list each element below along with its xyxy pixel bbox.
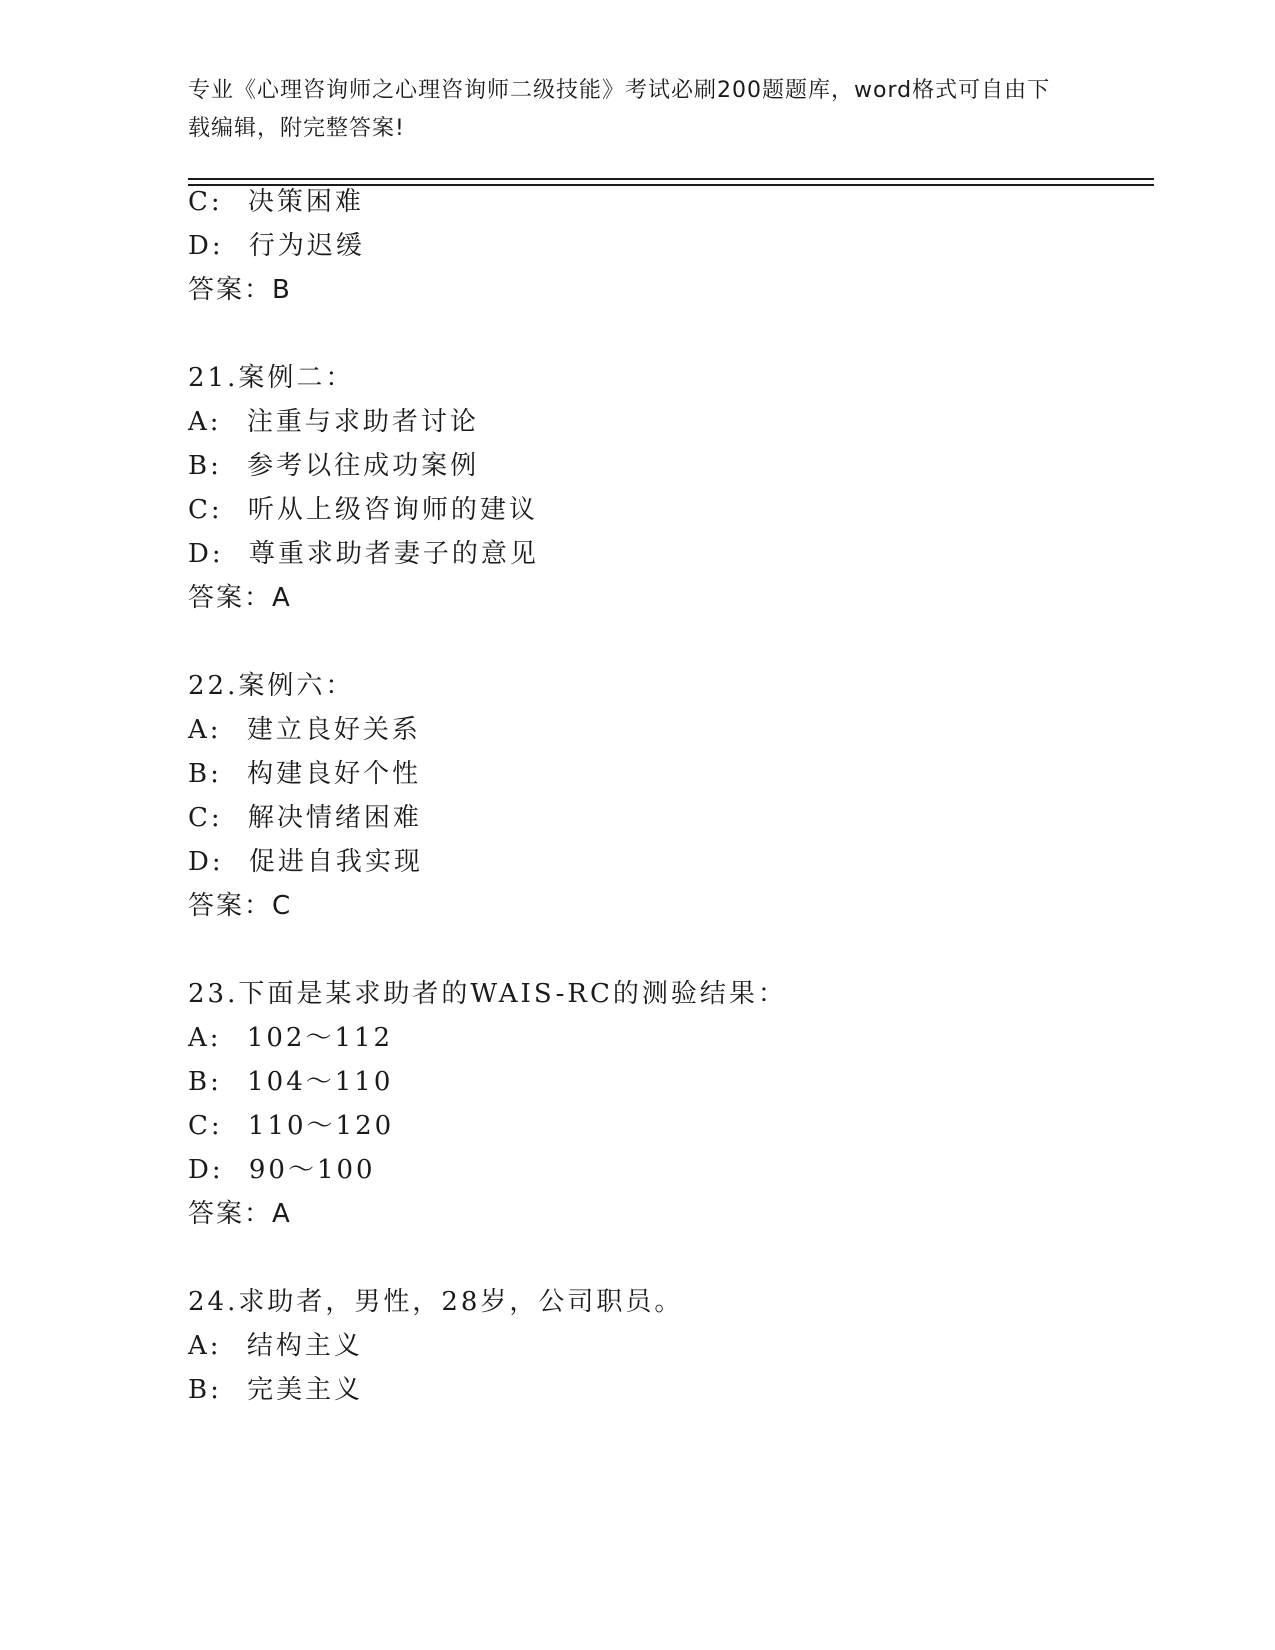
answer-line: 答案：C — [188, 891, 293, 921]
option-text: 注重与求助者讨论 — [246, 407, 479, 437]
answer-line: 答案：B — [188, 275, 292, 305]
question-stem: 21.案例二： — [188, 363, 355, 393]
option-label: A: — [188, 1023, 222, 1053]
option-text: 结构主义 — [246, 1331, 363, 1361]
option-label: D: — [188, 231, 224, 261]
option-d — [188, 538, 539, 570]
option-label: A: — [188, 1331, 222, 1361]
option-a — [188, 406, 479, 438]
option-text: 90～100 — [248, 1155, 376, 1185]
option-label: C: — [188, 1111, 223, 1141]
option-text: 解决情绪困难 — [247, 803, 422, 833]
option-label: A: — [188, 715, 222, 745]
option-d — [188, 1154, 376, 1186]
option-text: 110～120 — [247, 1111, 395, 1141]
option-text: 完美主义 — [247, 1375, 364, 1405]
option-a — [188, 1022, 393, 1054]
option-text: 行为迟缓 — [248, 231, 365, 261]
option-c — [188, 1110, 394, 1142]
option-label: B: — [188, 759, 222, 789]
option-b — [188, 1066, 393, 1098]
option-label: C: — [188, 187, 223, 217]
question-stem: 22.案例六： — [188, 671, 355, 701]
option-d — [188, 846, 423, 878]
option-text: 构建良好个性 — [247, 759, 422, 789]
option-a — [188, 1330, 363, 1362]
answer-line: 答案：A — [188, 583, 292, 613]
option-label: D: — [188, 1155, 224, 1185]
option-text: 听从上级咨询师的建议 — [247, 495, 538, 525]
option-b — [188, 450, 479, 482]
answer-line: 答案：A — [188, 1199, 292, 1229]
option-label: B: — [188, 1375, 222, 1405]
option-d — [188, 230, 365, 262]
option-label: D: — [188, 847, 224, 877]
option-text: 102～112 — [246, 1023, 394, 1053]
option-label: A: — [188, 407, 222, 437]
option-label: C: — [188, 495, 223, 525]
option-b — [188, 1374, 363, 1406]
option-label: B: — [188, 451, 222, 481]
option-c — [188, 186, 364, 218]
question-stem: 23.下面是某求助者的WAIS-RC的测验结果： — [188, 979, 787, 1009]
header-rule-top — [188, 178, 1154, 180]
document-header: 专业《心理咨询师之心理咨询师二级技能》考试必刷200题题库，word格式可自由下载编辑，附完整答案! — [188, 78, 1051, 141]
option-a — [188, 714, 421, 746]
option-label: C: — [188, 803, 223, 833]
option-label: D: — [188, 539, 224, 569]
option-text: 建立良好关系 — [246, 715, 421, 745]
option-text: 尊重求助者妻子的意见 — [248, 539, 539, 569]
option-text: 促进自我实现 — [248, 847, 423, 877]
option-c — [188, 494, 538, 526]
question-stem: 24.求助者，男性，28岁，公司职员。 — [188, 1287, 684, 1317]
option-text: 参考以往成功案例 — [247, 451, 480, 481]
option-c — [188, 802, 422, 834]
option-text: 决策困难 — [247, 187, 364, 217]
option-text: 104～110 — [247, 1067, 394, 1097]
option-b — [188, 758, 421, 790]
option-label: B: — [188, 1067, 222, 1097]
